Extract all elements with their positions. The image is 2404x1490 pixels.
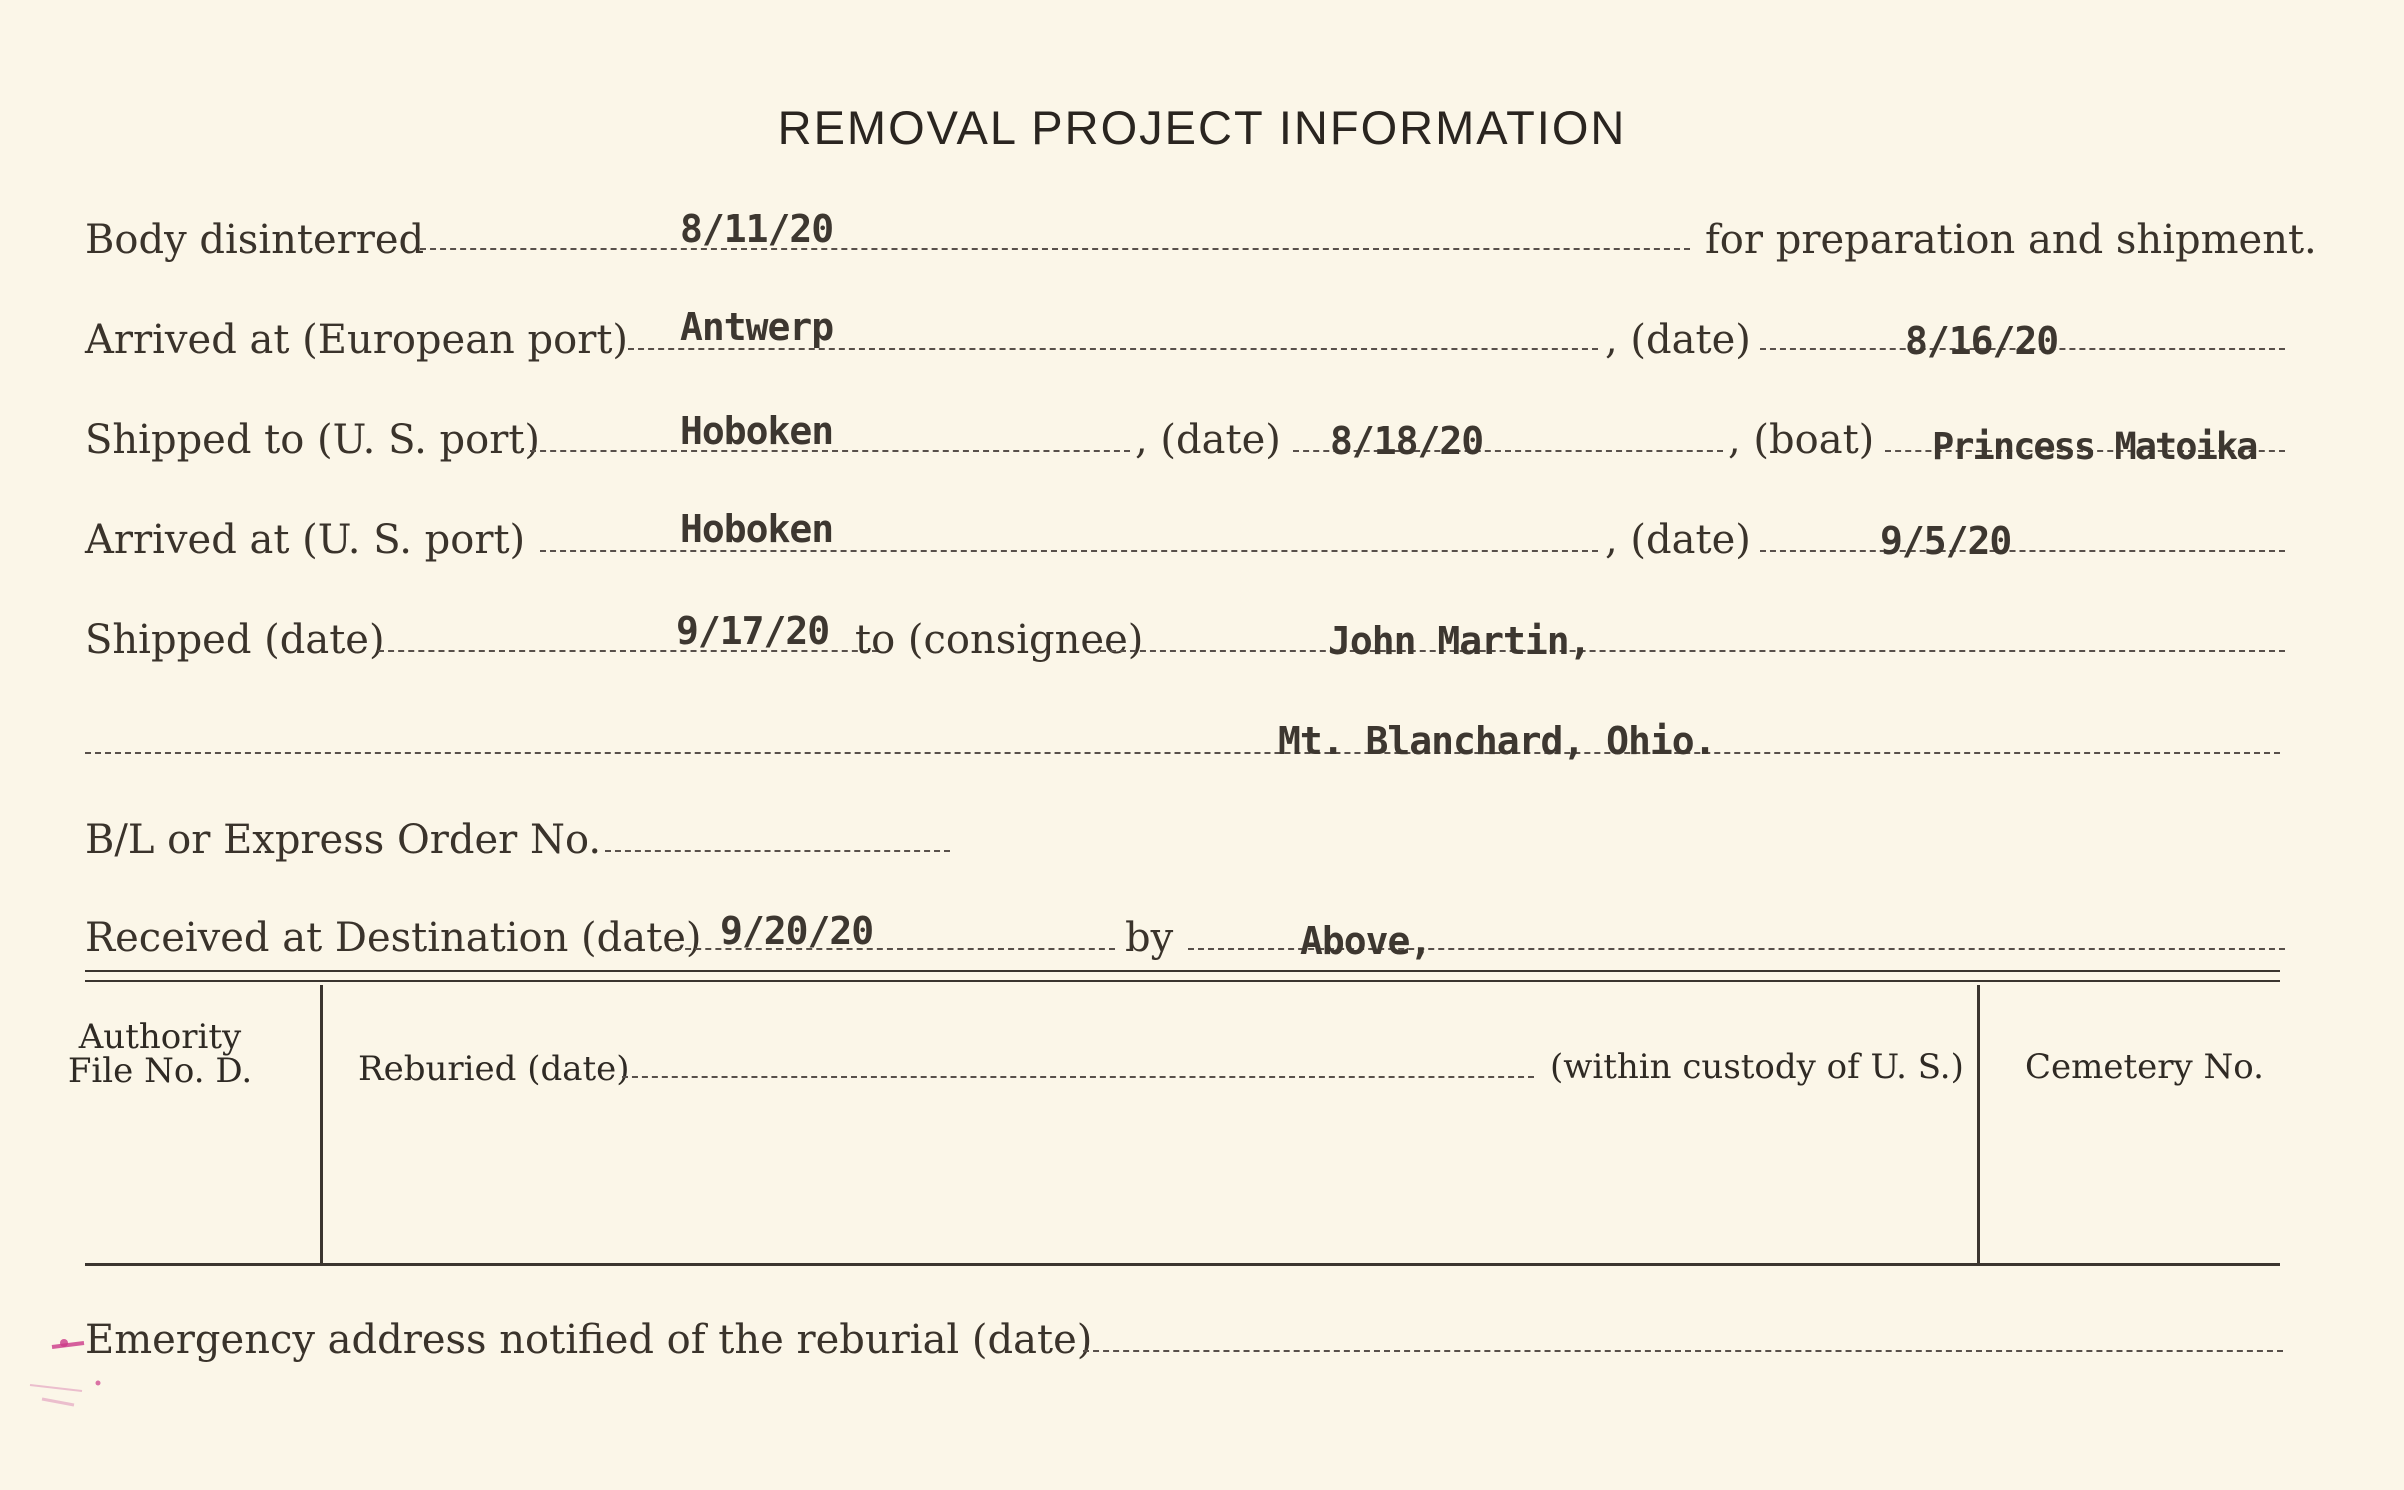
rule-top: [85, 970, 2280, 972]
arrived-us-date-line: [1760, 550, 2285, 552]
consignee-address-line: [85, 752, 2280, 754]
consignee-name: John Martin,: [1328, 619, 1591, 663]
table-divider-right: [1977, 985, 1980, 1263]
emergency-line: [1083, 1350, 2283, 1352]
shipped-us-boat-label: , (boat): [1728, 417, 1875, 463]
bl-order-label: B/L or Express Order No.: [85, 817, 602, 863]
authority-line1: Authority: [78, 1017, 242, 1057]
table-bottom-rule: [85, 1263, 2280, 1266]
arrived-european-date: 8/16/20: [1905, 319, 2059, 363]
shipped-us-boat: Princess Matoika: [1932, 425, 2257, 468]
shipped-us-label: Shipped to (U. S. port): [85, 417, 540, 463]
consignee-address: Mt. Blanchard, Ohio.: [1278, 719, 1716, 763]
body-disinterred-label: Body disinterred: [85, 217, 425, 263]
shipped-us-date-label: , (date): [1135, 417, 1281, 463]
ink-stamp-mark: [12, 1325, 102, 1415]
received-date: 9/20/20: [720, 909, 874, 953]
arrived-us-date-label: , (date): [1605, 517, 1751, 563]
arrived-us-label: Arrived at (U. S. port): [85, 517, 526, 563]
reburied-label: Reburied (date): [358, 1049, 630, 1089]
cemetery-label: Cemetery No.: [2025, 1047, 2264, 1087]
body-disinterred-suffix: for preparation and shipment.: [1705, 217, 2317, 263]
arrived-us-date: 9/5/20: [1880, 519, 2012, 563]
emergency-label: Emergency address notified of the reburial (date): [85, 1317, 1093, 1363]
shipped-date-value: 9/17/20: [676, 609, 830, 653]
arrived-us-value: Hoboken: [680, 507, 834, 551]
received-by: Above,: [1300, 919, 1432, 963]
received-by-label: by: [1125, 915, 1174, 961]
card-title: REMOVAL PROJECT INFORMATION: [777, 101, 1627, 154]
authority-line2: File No. D.: [67, 1051, 253, 1091]
shipped-date-label: Shipped (date): [85, 617, 385, 663]
table-divider-left: [320, 985, 323, 1263]
body-disinterred-line: [420, 248, 1690, 250]
bl-order-line: [605, 850, 950, 852]
body-disinterred-value: 8/11/20: [680, 207, 834, 251]
consignee-line: [1100, 650, 2285, 652]
received-label: Received at Destination (date): [85, 915, 702, 961]
arrived-european-date-label: , (date): [1605, 317, 1751, 363]
consignee-label: to (consignee): [855, 617, 1144, 663]
arrived-european-value: Antwerp: [680, 305, 834, 349]
rule-second: [85, 980, 2280, 982]
reburied-line: [622, 1076, 1534, 1078]
arrived-european-label: Arrived at (European port): [85, 317, 629, 363]
reburied-suffix: (within custody of U. S.): [1550, 1047, 1964, 1087]
shipped-us-value: Hoboken: [680, 409, 834, 453]
shipped-us-date: 8/18/20: [1330, 419, 1484, 463]
